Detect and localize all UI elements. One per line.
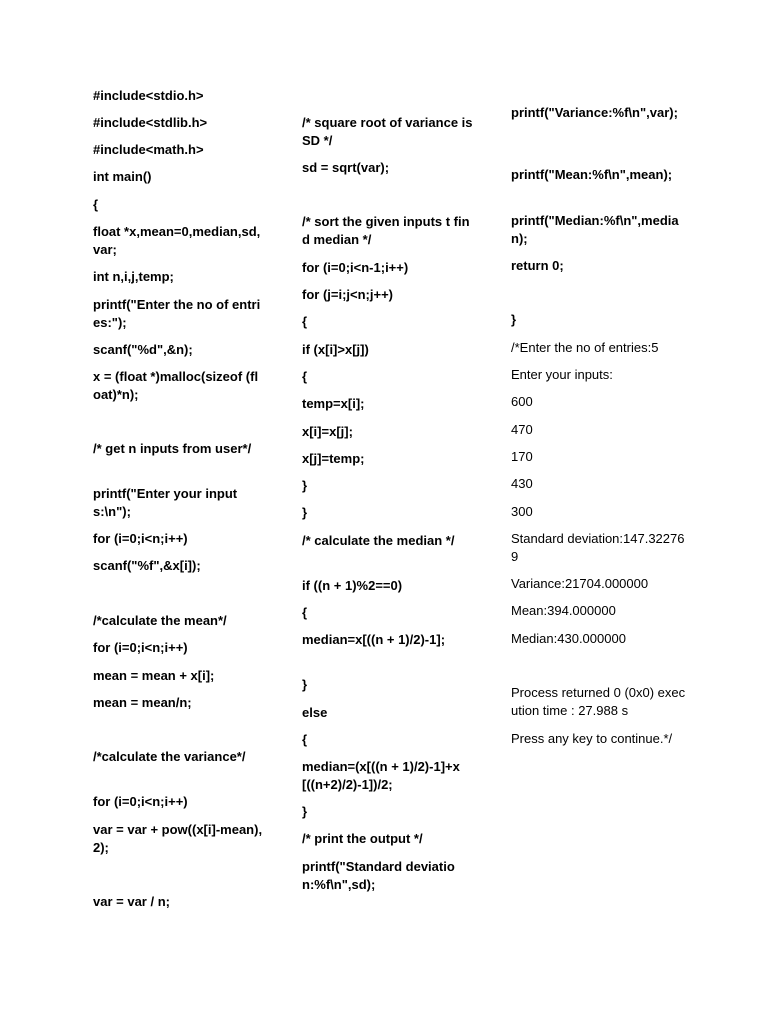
code-line: printf("Variance:%f\n",var); — [511, 105, 678, 120]
code-line: var = var + pow((x[i]-mean),2); — [93, 822, 263, 855]
code-line: for (i=0;i<n-1;i++) — [302, 260, 409, 275]
output-line: Mean:394.000000 — [511, 603, 616, 618]
output-line: Variance:21704.000000 — [511, 576, 649, 591]
code-line: } — [511, 312, 517, 327]
code-line: for (i=0;i<n;i++) — [93, 794, 188, 809]
output-line: Median:430.000000 — [511, 631, 626, 646]
code-line: { — [302, 732, 308, 747]
output-line: 600 — [511, 394, 533, 409]
code-line: mean = mean/n; — [93, 695, 192, 710]
code-comment: /* square root of variance is SD */ — [302, 115, 473, 148]
code-line: scanf("%d",&n); — [93, 342, 193, 357]
code-line: float *x,mean=0,median,sd,var; — [93, 224, 261, 257]
code-line: } — [302, 478, 308, 493]
output-line: Enter your inputs: — [511, 367, 613, 382]
code-line: { — [302, 314, 308, 329]
code-comment: /* print the output */ — [302, 831, 423, 846]
code-line: scanf("%f",&x[i]); — [93, 558, 201, 573]
code-line: if (x[i]>x[j]) — [302, 342, 369, 357]
code-line: #include<math.h> — [93, 142, 204, 157]
code-comment: /*calculate the variance*/ — [93, 749, 246, 764]
code-comment: /* calculate the median */ — [302, 533, 455, 548]
output-line: 170 — [511, 449, 533, 464]
output-line: Press any key to continue.*/ — [511, 731, 673, 746]
code-line: median=(x[((n + 1)/2)-1]+x[((n+2)/2)-1])/2; — [302, 759, 460, 792]
output-line: Process returned 0 (0x0) execution time : 27.988 s — [511, 685, 686, 718]
code-line: x[i]=x[j]; — [302, 424, 353, 439]
code-line: temp=x[i]; — [302, 396, 365, 411]
code-line: { — [93, 197, 99, 212]
code-line: sd = sqrt(var); — [302, 160, 390, 175]
code-line: printf("Mean:%f\n",mean); — [511, 167, 673, 182]
code-line: { — [302, 605, 308, 620]
code-comment: /*calculate the mean*/ — [93, 613, 227, 628]
code-line: } — [302, 804, 308, 819]
code-line: for (i=0;i<n;i++) — [93, 531, 188, 546]
code-comment: /* get n inputs from user*/ — [93, 441, 252, 456]
output-line: Standard deviation:147.322769 — [511, 531, 685, 564]
code-line: int main() — [93, 169, 152, 184]
code-line: int n,i,j,temp; — [93, 269, 174, 284]
code-line: for (j=i;j<n;j++) — [302, 287, 394, 302]
code-line: var = var / n; — [93, 894, 170, 909]
code-line: printf("Median:%f\n",median); — [511, 213, 679, 246]
code-comment: /* sort the given inputs t find median */ — [302, 214, 470, 247]
code-line: { — [302, 369, 308, 384]
code-line: mean = mean + x[i]; — [93, 668, 215, 683]
code-line: } — [302, 505, 308, 520]
code-line: printf("Standard deviation:%f\n",sd); — [302, 859, 455, 892]
output-line: 300 — [511, 504, 533, 519]
code-line: return 0; — [511, 258, 564, 273]
code-line: if ((n + 1)%2==0) — [302, 578, 403, 593]
code-line: else — [302, 705, 328, 720]
output-line: 470 — [511, 422, 533, 437]
output-line: /*Enter the no of entries:5 — [511, 340, 659, 355]
code-line: printf("Enter your inputs:\n"); — [93, 486, 238, 519]
output-line: 430 — [511, 476, 533, 491]
code-line: x = (float *)malloc(sizeof (float)*n); — [93, 369, 259, 402]
code-line: #include<stdio.h> — [93, 88, 204, 103]
code-line: #include<stdlib.h> — [93, 115, 208, 130]
code-line: for (i=0;i<n;i++) — [93, 640, 188, 655]
code-line: median=x[((n + 1)/2)-1]; — [302, 632, 446, 647]
code-line: x[j]=temp; — [302, 451, 365, 466]
code-line: printf("Enter the no of entries:"); — [93, 297, 261, 330]
code-line: } — [302, 677, 308, 692]
